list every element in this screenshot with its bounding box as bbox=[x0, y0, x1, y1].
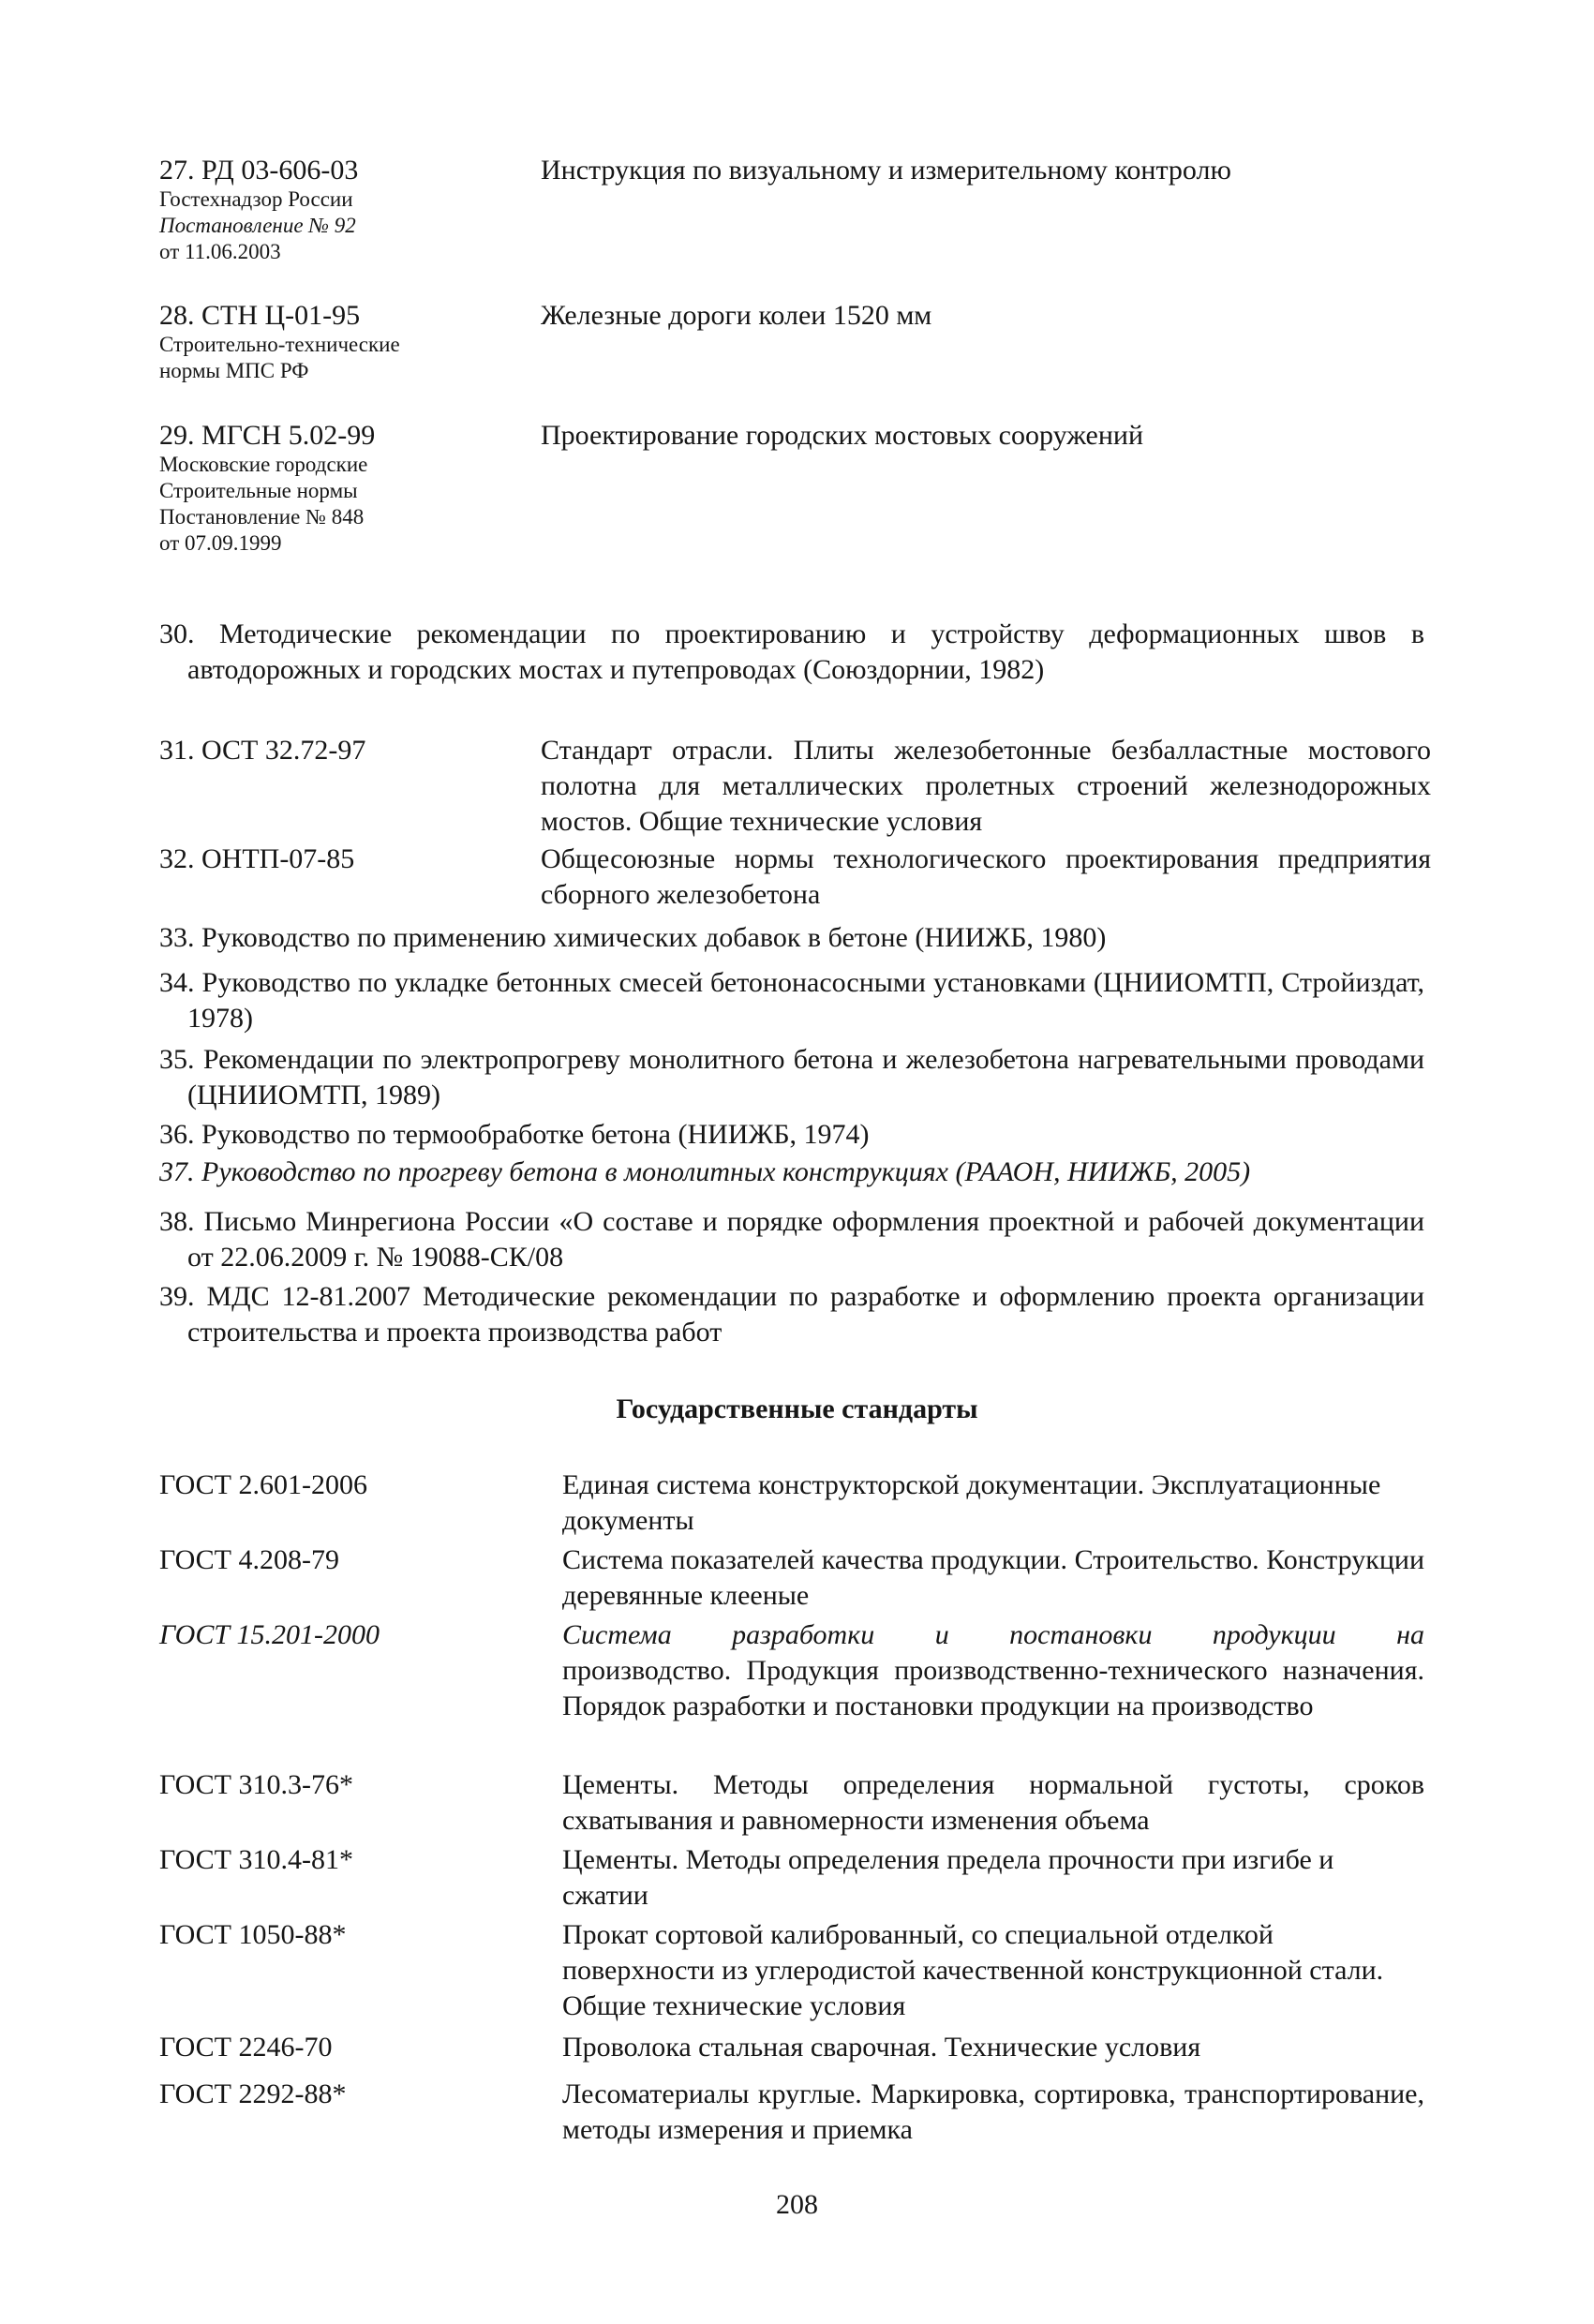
gost-code: ГОСТ 15.201-2000 bbox=[159, 1619, 380, 1650]
reference-item-36: 36. Руководство по термообработке бетона (НИИЖБ, 1974) bbox=[159, 1119, 870, 1150]
reference-item-27 bbox=[159, 155, 1424, 265]
reference-title: Проектирование городских мостовых сооружений bbox=[541, 420, 1144, 451]
gost-code: ГОСТ 4.208-79 bbox=[159, 1544, 339, 1575]
gost-title bbox=[562, 1617, 1424, 1724]
reference-title: Общесоюзные нормы технологического проектирования предприятия сборного железобетона bbox=[541, 843, 1431, 910]
gost-title-rest: производство. Продукция производственно-технического назначения. Порядок разработки и постановки продукции на производство bbox=[562, 1655, 1424, 1721]
gost-code: ГОСТ 2246-70 bbox=[159, 2032, 333, 2063]
gost-title: Цементы. Методы определения нормальной густоты, сроков схватывания и равномерности изменения объема bbox=[562, 1769, 1424, 1836]
section-heading: Государственные стандарты bbox=[616, 1393, 978, 1424]
reference-item-32 bbox=[159, 842, 1431, 910]
gost-code: ГОСТ 310.3-76* bbox=[159, 1769, 353, 1800]
gost-title: Система показателей качества продукции. Строительство. Конструкции деревянные клееные bbox=[562, 1544, 1424, 1611]
gost-title: Проволока стальная сварочная. Технические условия bbox=[562, 2032, 1201, 2063]
gost-title: Лесоматериалы круглые. Маркировка, сортировка, транспортирование, методы измерения и приемка bbox=[562, 2078, 1424, 2145]
gost-code: ГОСТ 310.4-81* bbox=[159, 1844, 353, 1875]
reference-issuer: Гостехнадзор России bbox=[159, 187, 353, 211]
gost-code: ГОСТ 2.601-2006 bbox=[159, 1469, 367, 1500]
reference-title: Железные дороги колеи 1520 мм bbox=[541, 300, 932, 331]
reference-code: 31. ОСТ 32.72-97 bbox=[159, 735, 366, 766]
reference-item-29 bbox=[159, 420, 1424, 557]
reference-code: 29. МГСН 5.02-99 bbox=[159, 420, 376, 451]
gost-title-italic-line: Система разработки и постановки продукции на bbox=[562, 1619, 1424, 1650]
gost-code: ГОСТ 1050-88* bbox=[159, 1919, 347, 1950]
reference-decree: Постановление № 92 bbox=[159, 214, 356, 237]
reference-code: 28. СТН Ц-01-95 bbox=[159, 300, 361, 331]
reference-item-35: 35. Рекомендации по электропрогреву монолитного бетона и железобетона нагревательными проводами (ЦНИИОМТП, 1989) bbox=[159, 1044, 1424, 1110]
reference-item-34: 34. Руководство по укладке бетонных смесей бетононасосными установками (ЦНИИОМТП, Стройиздат, 1978) bbox=[159, 967, 1424, 1034]
reference-code: 32. ОНТП-07-85 bbox=[159, 843, 355, 874]
reference-date: от 11.06.2003 bbox=[159, 240, 281, 263]
reference-date: от 07.09.1999 bbox=[159, 531, 282, 555]
reference-title: Стандарт отрасли. Плиты железобетонные безбалластные мостового полотна для металлических пролетных строений железнодорожных мостов. Общие технические условия bbox=[541, 735, 1431, 837]
reference-item-33: 33. Руководство по применению химических добавок в бетоне (НИИЖБ, 1980) bbox=[159, 922, 1107, 953]
reference-item-39: 39. МДС 12-81.2007 Методические рекомендации по разработке и оформлению проекта организации строительства и проекта производства работ bbox=[159, 1281, 1424, 1348]
reference-code: 27. РД 03-606-03 bbox=[159, 155, 359, 186]
gost-title: Прокат сортовой калиброванный, со специальной отделкой поверхности из углеродистой качественной конструкционной стали. Общие технические условия bbox=[562, 1919, 1384, 2021]
gost-title: Цементы. Методы определения предела прочности при изгибе и сжатии bbox=[562, 1844, 1334, 1911]
reference-item-38: 38. Письмо Минрегиона России «О составе и порядке оформления проектной и рабочей документации от 22.06.2009 г. № 19088-СК/08 bbox=[159, 1206, 1424, 1273]
reference-item-31 bbox=[159, 733, 1431, 837]
reference-item-37: 37. Руководство по прогреву бетона в монолитных конструкциях (РААОН, НИИЖБ, 2005) bbox=[159, 1156, 1251, 1187]
reference-issuer: Московские городские bbox=[159, 453, 368, 476]
reference-title: Инструкция по визуальному и измерительному контролю bbox=[541, 155, 1231, 186]
reference-item-30: 30. Методические рекомендации по проектированию и устройству деформационных швов в автодорожных и городских мостах и путепроводах (Союздорнии, 1982) bbox=[159, 618, 1424, 685]
page-number: 208 bbox=[776, 2189, 818, 2220]
reference-decree: Постановление № 848 bbox=[159, 505, 365, 529]
reference-issuer: Строительно-технические bbox=[159, 333, 400, 356]
reference-issuer-line2: Строительные нормы bbox=[159, 479, 358, 502]
reference-issuer-line2: нормы МПС РФ bbox=[159, 359, 309, 382]
gost-code: ГОСТ 2292-88* bbox=[159, 2078, 347, 2109]
reference-item-28 bbox=[159, 300, 1424, 384]
gost-title: Единая система конструкторской документации. Эксплуатационные документы bbox=[562, 1469, 1381, 1536]
